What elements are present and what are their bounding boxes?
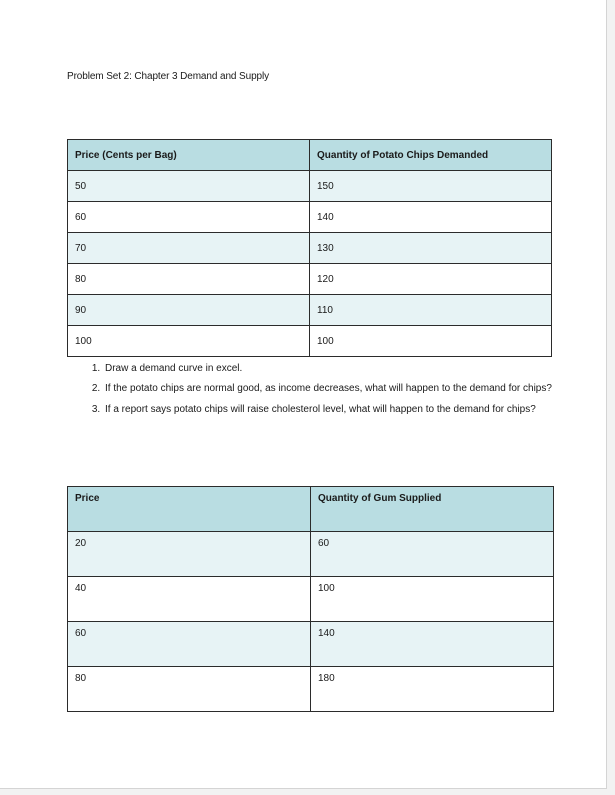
table-row bbox=[68, 171, 552, 202]
quantity-cell: 150 bbox=[310, 171, 552, 202]
gum-supply-table bbox=[67, 486, 554, 712]
table-row bbox=[68, 202, 552, 233]
table-row bbox=[68, 532, 554, 577]
table-row bbox=[68, 622, 554, 667]
table-row bbox=[68, 577, 554, 622]
quantity-cell: 180 bbox=[311, 667, 554, 712]
quantity-cell: 110 bbox=[310, 295, 552, 326]
quantity-cell: 120 bbox=[310, 264, 552, 295]
table-row bbox=[68, 264, 552, 295]
potato-chips-demand-table bbox=[67, 139, 552, 357]
column-header-quantity-demanded: Quantity of Potato Chips Demanded bbox=[310, 140, 552, 171]
viewer-margin-bottom bbox=[0, 789, 615, 795]
table-row bbox=[68, 326, 552, 357]
quantity-cell: 140 bbox=[311, 622, 554, 667]
price-cell: 40 bbox=[68, 577, 311, 622]
price-cell: 70 bbox=[68, 233, 310, 264]
price-cell: 80 bbox=[68, 667, 311, 712]
table-header-row bbox=[68, 140, 552, 171]
column-header-price: Price (Cents per Bag) bbox=[68, 140, 310, 171]
question-item: 3. If a report says potato chips will raise cholesterol level, what will happen to the demand for chips? bbox=[103, 402, 573, 417]
quantity-cell: 100 bbox=[310, 326, 552, 357]
viewer-margin-right bbox=[607, 0, 615, 795]
table-row bbox=[68, 295, 552, 326]
price-cell: 80 bbox=[68, 264, 310, 295]
price-cell: 50 bbox=[68, 171, 310, 202]
price-cell: 60 bbox=[68, 622, 311, 667]
table-header-row bbox=[68, 487, 554, 532]
price-cell: 60 bbox=[68, 202, 310, 233]
question-item: 1. Draw a demand curve in excel. bbox=[103, 361, 573, 376]
price-cell: 100 bbox=[68, 326, 310, 357]
quantity-cell: 140 bbox=[310, 202, 552, 233]
table-row bbox=[68, 233, 552, 264]
question-list bbox=[67, 361, 573, 423]
quantity-cell: 60 bbox=[311, 532, 554, 577]
table-row bbox=[68, 667, 554, 712]
column-header-price: Price bbox=[68, 487, 311, 532]
question-item: 2. If the potato chips are normal good, as income decreases, what will happen to the demand for chips? bbox=[103, 381, 573, 396]
quantity-cell: 100 bbox=[311, 577, 554, 622]
document-title: Problem Set 2: Chapter 3 Demand and Supply bbox=[67, 71, 270, 82]
quantity-cell: 130 bbox=[310, 233, 552, 264]
column-header-quantity-supplied: Quantity of Gum Supplied bbox=[311, 487, 554, 532]
price-cell: 90 bbox=[68, 295, 310, 326]
price-cell: 20 bbox=[68, 532, 311, 577]
